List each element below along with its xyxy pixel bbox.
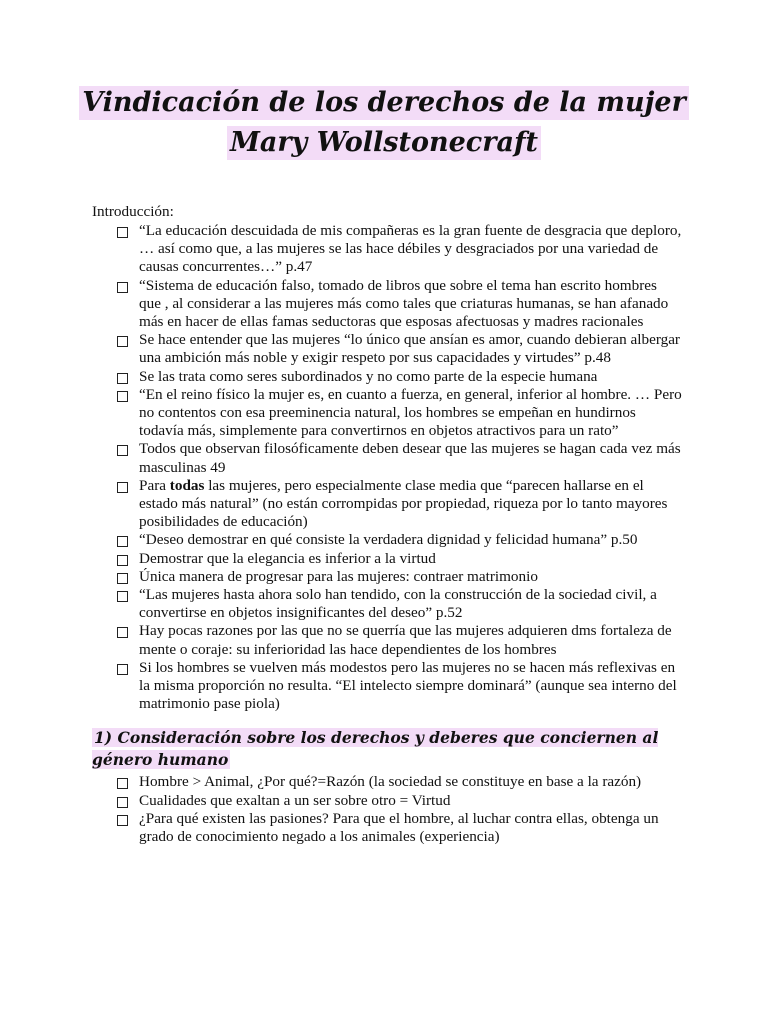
emphasis-text: todas bbox=[169, 476, 205, 494]
title-main: Vindicación de los derechos de la mujer bbox=[79, 86, 689, 120]
list-item: Si los hombres se vuelven más modestos pero las mujeres no se hacen más reflexivas en la misma proporción no resulta. “El intelecto siempre dominará” (aunque sea interno del matrimonio pase piola) bbox=[92, 659, 682, 714]
list-item: Demostrar que la elegancia es inferior a la virtud bbox=[92, 550, 682, 568]
document-title bbox=[0, 86, 768, 166]
checkbox-icon bbox=[117, 482, 128, 493]
intro-list bbox=[92, 222, 682, 713]
checkbox-icon bbox=[117, 778, 128, 789]
intro-label: Introducción: bbox=[92, 203, 174, 220]
list-item: ¿Para qué existen las pasiones? Para que el hombre, al luchar contra ellas, obtenga un grado de conocimiento negado a los animales (experiencia) bbox=[92, 810, 682, 846]
list-item: “Sistema de educación falso, tomado de libros que sobre el tema han escrito hombres que , al considerar a las mujeres más como tales que criaturas humanas, se han afanado más en hacer de ellas famas seductoras que esposas afectuosas y madres racionales bbox=[92, 277, 682, 332]
section-heading bbox=[92, 727, 682, 771]
list-item: “En el reino físico la mujer es, en cuanto a fuerza, en general, inferior al hombre. … Pero no contentos con esa preeminencia natural, los hombres se empeñan en hundirnos todavía más, simplemente para convertirnos en objetos atractivos para un rato” bbox=[92, 386, 682, 441]
checkbox-icon bbox=[117, 573, 128, 584]
list-item: “Las mujeres hasta ahora solo han tendido, con la construcción de la sociedad civil, a convertirse en objetos insignificantes del deseo” p.52 bbox=[92, 586, 682, 622]
list-item: “Deseo demostrar en qué consiste la verdadera dignidad y felicidad humana” p.50 bbox=[92, 531, 682, 549]
checkbox-icon bbox=[117, 336, 128, 347]
checkbox-icon bbox=[117, 815, 128, 826]
section1-list bbox=[92, 773, 682, 846]
checkbox-icon bbox=[117, 282, 128, 293]
list-item: “La educación descuidada de mis compañeras es la gran fuente de desgracia que deploro, … así como que, a las mujeres se las hace débiles y desgraciados por una variedad de causas concurrentes…” p.47 bbox=[92, 222, 682, 277]
list-item: Para todas las mujeres, pero especialmente clase media que “parecen hallarse en el estado más natural” (no están corrompidas por propiedad, riqueza por lo tanto mayores posibilidades de educación) bbox=[92, 477, 682, 532]
checkbox-icon bbox=[117, 555, 128, 566]
checkbox-icon bbox=[117, 227, 128, 238]
checkbox-icon bbox=[117, 373, 128, 384]
list-item: Se hace entender que las mujeres “lo único que ansían es amor, cuando debieran albergar una ambición más noble y exigir respeto por sus capacidades y virtudes” p.48 bbox=[92, 331, 682, 367]
list-item: Todos que observan filosóficamente deben desear que las mujeres se hagan cada vez más masculinas 49 bbox=[92, 440, 682, 476]
checkbox-icon bbox=[117, 664, 128, 675]
list-item: Hay pocas razones por las que no se querría que las mujeres adquieren dms fortaleza de mente o coraje: su inferioridad las hace dependientes de los hombres bbox=[92, 622, 682, 658]
list-item: Hombre > Animal, ¿Por qué?=Razón (la sociedad se constituye en base a la razón) bbox=[92, 773, 682, 791]
checkbox-icon bbox=[117, 391, 128, 402]
section-heading-text: 1) Consideración sobre los derechos y deberes que conciernen al género humano bbox=[92, 728, 659, 770]
list-item: Se las trata como seres subordinados y no como parte de la especie humana bbox=[92, 368, 682, 386]
checkbox-icon bbox=[117, 797, 128, 808]
document-body bbox=[92, 203, 682, 846]
checkbox-icon bbox=[117, 445, 128, 456]
checkbox-icon bbox=[117, 591, 128, 602]
list-item: Única manera de progresar para las mujeres: contraer matrimonio bbox=[92, 568, 682, 586]
list-item: Cualidades que exaltan a un ser sobre otro = Virtud bbox=[92, 792, 682, 810]
checkbox-icon bbox=[117, 536, 128, 547]
checkbox-icon bbox=[117, 627, 128, 638]
title-author: Mary Wollstonecraft bbox=[227, 126, 541, 160]
